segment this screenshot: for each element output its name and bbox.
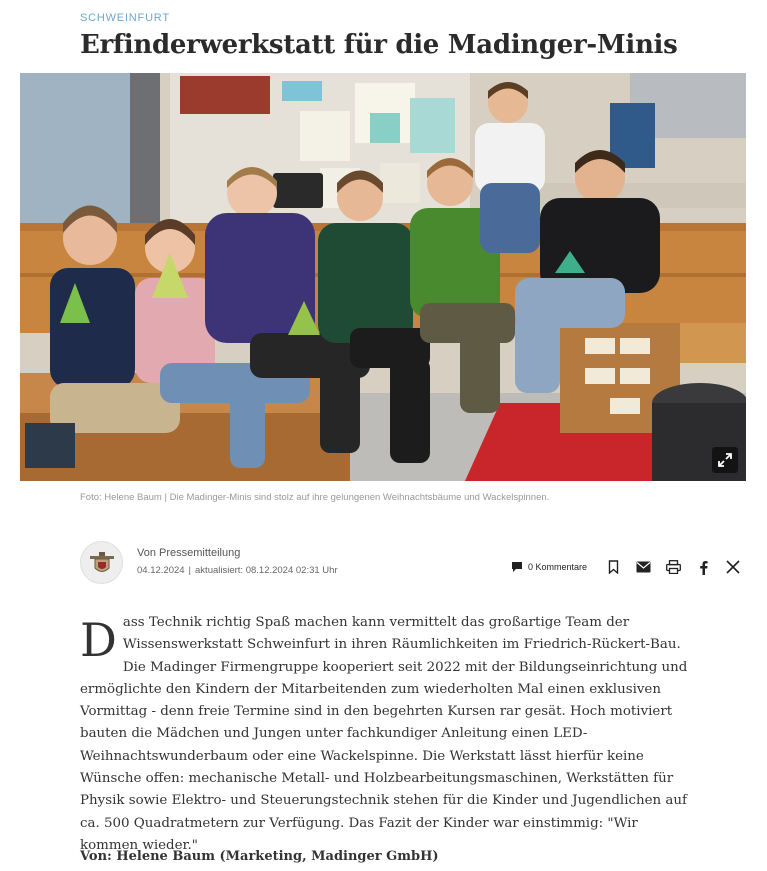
article-byline: Von: Helene Baum (Marketing, Madinger GmbH) <box>80 849 439 864</box>
photo-caption: Foto: Helene Baum | Die Madinger-Minis sind stolz auf ihre gelungenen Weihnachtsbäume und Wackelspinnen. <box>80 492 550 503</box>
x-share-button[interactable] <box>725 559 741 575</box>
date-separator: | <box>188 565 192 576</box>
x-icon <box>726 560 740 574</box>
comment-icon <box>511 561 523 573</box>
author-name[interactable]: Von Pressemitteilung <box>137 547 241 559</box>
article-headline: Erfinderwerkstatt für die Madinger-Minis <box>80 30 678 60</box>
published-date: 04.12.2024 <box>137 565 185 576</box>
facebook-icon <box>699 560 708 575</box>
article-toolbar <box>511 558 741 576</box>
section-kicker[interactable]: SCHWEINFURT <box>80 12 170 24</box>
article-photo[interactable] <box>20 73 746 481</box>
print-icon <box>666 560 681 574</box>
comments-count: 0 Kommentare <box>528 562 588 572</box>
article-paragraph: ass Technik richtig Spaß machen kann vermittelt das großartige Team der Wissenswerkstatt Schweinfurt in ihren Räumlichkeiten im Friedrich-Rückert-Bau. Die Madinger Firmengruppe kooperiert seit 2022 mit der Bildungseinrichtung und ermöglichte den Kindern der Mitarbeitenden zum wiederholten Mal einen exklusiven Vormittag - denn freie Termine sind in den begehrten Kursen rar gesät. Hoch motiviert bauten die Mädchen und Jungen unter fachkundiger Anleitung einen LED-Weihnachtswunderbaum oder eine Wackelspinne. Die Werkstatt lässt hierfür keine Wünsche offen: mechanische Metall- und Holzbearbeitungsmaschinen, Werkstätten für Physik sowie Elektro- und Steuerungstechnik stehen für die Kinder und Jugendlichen auf ca. 500 Quadratmetern zur Verfügung. Das Fazit der Kinder war einstimmig: "Wir kommen wieder." <box>80 615 688 853</box>
coat-of-arms-icon <box>88 549 116 577</box>
mail-icon <box>636 561 651 573</box>
expand-photo-button[interactable] <box>712 447 738 473</box>
bookmark-icon <box>608 560 619 574</box>
article-body <box>80 612 692 857</box>
photo-illustration <box>20 73 746 481</box>
comments-button[interactable] <box>511 561 587 573</box>
updated-date: aktualisiert: 08.12.2024 02:31 Uhr <box>195 565 338 576</box>
facebook-share-button[interactable] <box>695 559 711 575</box>
article-dates <box>137 565 338 576</box>
author-avatar[interactable] <box>80 541 123 584</box>
expand-icon <box>717 452 733 468</box>
print-button[interactable] <box>665 559 681 575</box>
bookmark-button[interactable] <box>605 559 621 575</box>
email-share-button[interactable] <box>635 559 651 575</box>
drop-cap: D <box>80 613 117 667</box>
